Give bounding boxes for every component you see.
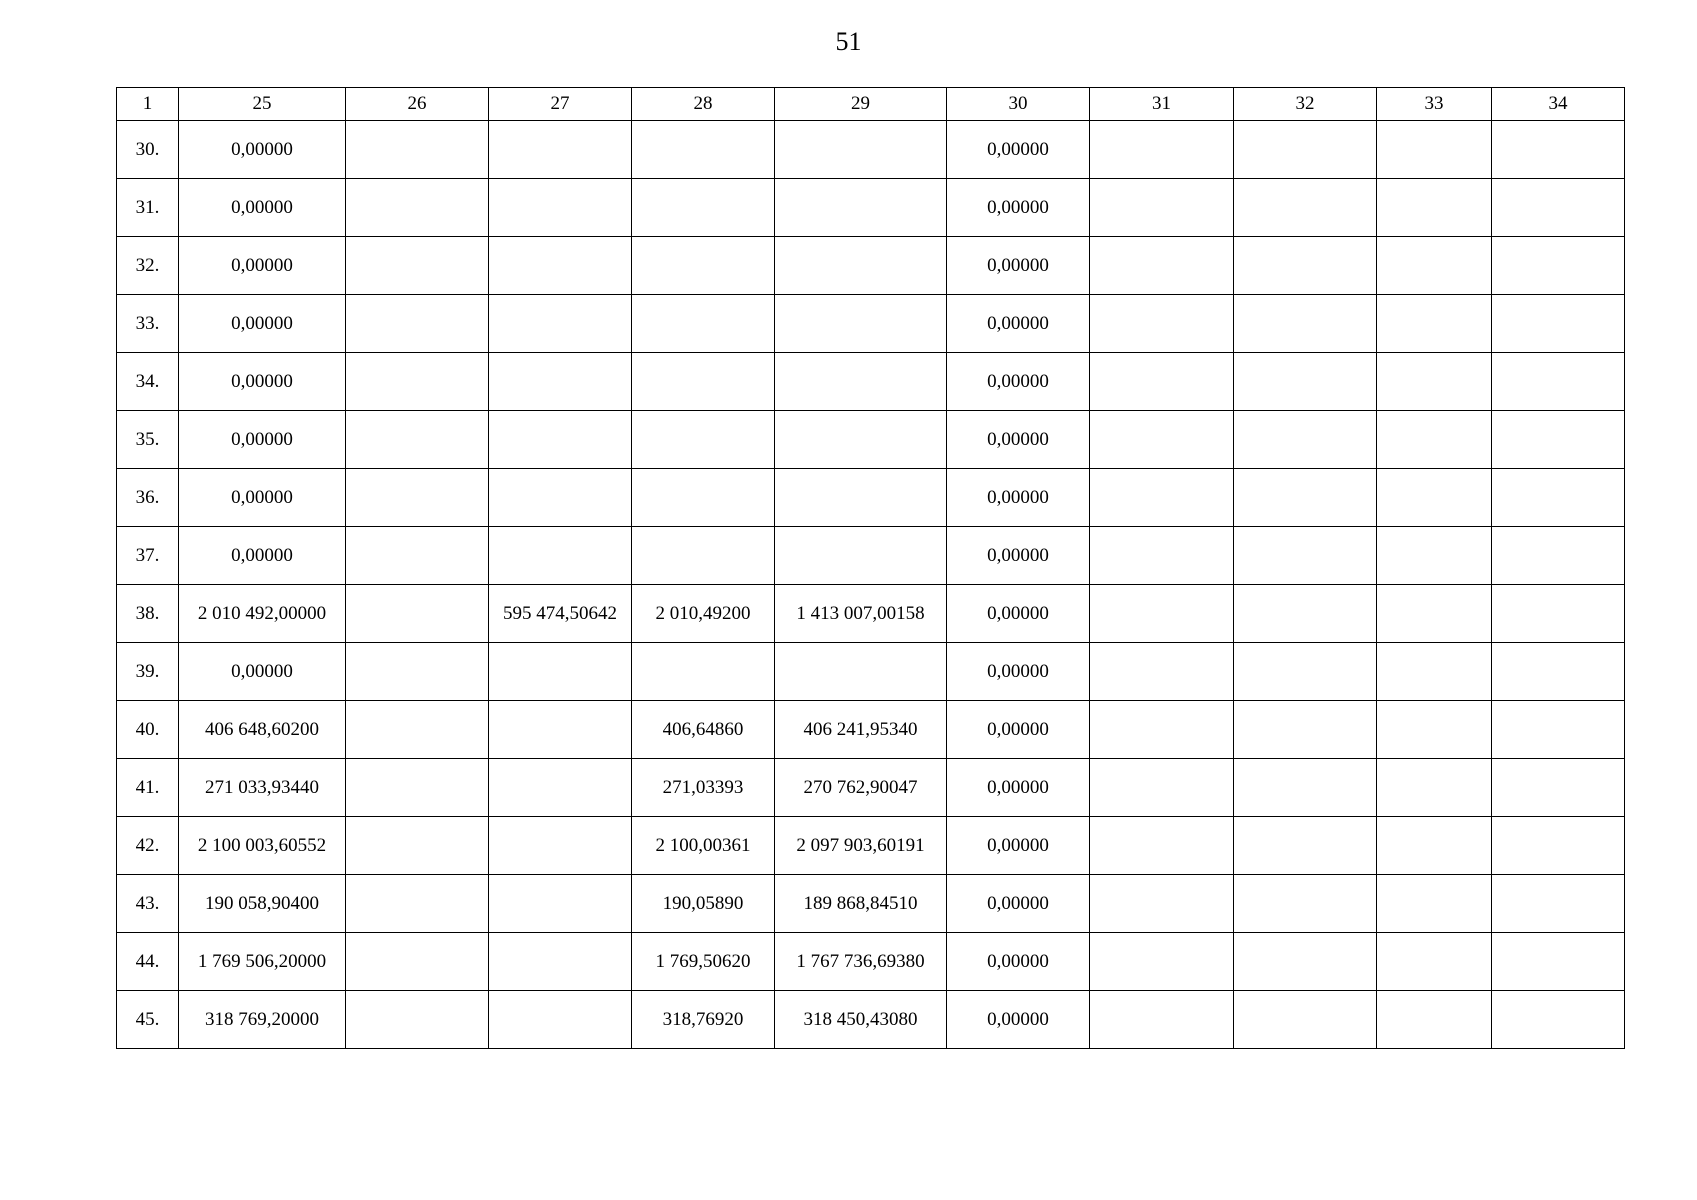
- column-header: 29: [775, 88, 947, 121]
- table-cell: [1377, 585, 1492, 643]
- table-cell: [632, 469, 775, 527]
- table-cell: [1234, 759, 1377, 817]
- table-row: [117, 991, 1625, 1049]
- column-header: 28: [632, 88, 775, 121]
- column-header: 1: [117, 88, 179, 121]
- table-cell: [1090, 527, 1234, 585]
- table-cell: 0,00000: [179, 179, 346, 237]
- table-cell: [1492, 121, 1625, 179]
- table-cell: [1234, 121, 1377, 179]
- table-cell: [1492, 469, 1625, 527]
- table-cell: 0,00000: [947, 643, 1090, 701]
- table-cell: [489, 759, 632, 817]
- table-cell: [1492, 701, 1625, 759]
- table-cell: [1377, 527, 1492, 585]
- table-cell: [1234, 701, 1377, 759]
- table-cell: [1090, 817, 1234, 875]
- table-cell: [1234, 237, 1377, 295]
- table-cell: [346, 701, 489, 759]
- row-number-cell: 45.: [117, 991, 179, 1049]
- table-cell: [1492, 817, 1625, 875]
- table-cell: 271,03393: [632, 759, 775, 817]
- table-cell: [1234, 643, 1377, 701]
- table-row: [117, 237, 1625, 295]
- table-cell: 190 058,90400: [179, 875, 346, 933]
- table-cell: [1377, 179, 1492, 237]
- table-cell: [1090, 585, 1234, 643]
- table-cell: 0,00000: [179, 295, 346, 353]
- table-cell: 0,00000: [179, 643, 346, 701]
- row-number-cell: 44.: [117, 933, 179, 991]
- table-cell: 0,00000: [179, 353, 346, 411]
- row-number-cell: 42.: [117, 817, 179, 875]
- table-cell: 2 100 003,60552: [179, 817, 346, 875]
- table-cell: 0,00000: [179, 527, 346, 585]
- table-cell: 1 769,50620: [632, 933, 775, 991]
- table-cell: 0,00000: [947, 991, 1090, 1049]
- table-cell: [489, 353, 632, 411]
- table-cell: 0,00000: [947, 179, 1090, 237]
- column-header: 32: [1234, 88, 1377, 121]
- table-cell: [632, 179, 775, 237]
- table-cell: [1090, 643, 1234, 701]
- table-cell: [632, 295, 775, 353]
- table-cell: [1492, 411, 1625, 469]
- table-cell: [1090, 121, 1234, 179]
- table-cell: [632, 121, 775, 179]
- row-number-cell: 30.: [117, 121, 179, 179]
- table-cell: 0,00000: [947, 411, 1090, 469]
- table-cell: [346, 817, 489, 875]
- table-cell: [775, 121, 947, 179]
- table-cell: [1377, 933, 1492, 991]
- table-cell: [1090, 353, 1234, 411]
- table-cell: [775, 527, 947, 585]
- table-cell: [489, 817, 632, 875]
- table-cell: [632, 353, 775, 411]
- table-cell: [1492, 991, 1625, 1049]
- table-row: [117, 643, 1625, 701]
- table-row: [117, 585, 1625, 643]
- row-number-cell: 31.: [117, 179, 179, 237]
- table-cell: 0,00000: [947, 527, 1090, 585]
- table-cell: [1377, 759, 1492, 817]
- table-cell: [1377, 875, 1492, 933]
- row-number-cell: 41.: [117, 759, 179, 817]
- table-cell: [1090, 759, 1234, 817]
- table-cell: 0,00000: [947, 237, 1090, 295]
- column-header: 33: [1377, 88, 1492, 121]
- table-cell: [1234, 295, 1377, 353]
- table-cell: 0,00000: [947, 817, 1090, 875]
- table-cell: [346, 411, 489, 469]
- table-row: [117, 295, 1625, 353]
- table-cell: 595 474,50642: [489, 585, 632, 643]
- table-cell: [632, 643, 775, 701]
- table-cell: 190,05890: [632, 875, 775, 933]
- table-cell: 2 010 492,00000: [179, 585, 346, 643]
- table-cell: [1377, 701, 1492, 759]
- column-header: 25: [179, 88, 346, 121]
- table-cell: [346, 875, 489, 933]
- table-cell: 0,00000: [947, 875, 1090, 933]
- table-cell: [1492, 179, 1625, 237]
- table-row: [117, 179, 1625, 237]
- table-cell: [1090, 875, 1234, 933]
- table-cell: [1234, 817, 1377, 875]
- table-row: [117, 353, 1625, 411]
- table-cell: [1234, 411, 1377, 469]
- row-number-cell: 43.: [117, 875, 179, 933]
- table-cell: [1377, 643, 1492, 701]
- table-cell: [1492, 643, 1625, 701]
- table-row: [117, 527, 1625, 585]
- table-cell: [1090, 991, 1234, 1049]
- table-cell: [346, 585, 489, 643]
- table-cell: [346, 353, 489, 411]
- table-cell: 0,00000: [179, 411, 346, 469]
- table-cell: [1234, 179, 1377, 237]
- table-cell: 2 097 903,60191: [775, 817, 947, 875]
- table-cell: 406 648,60200: [179, 701, 346, 759]
- table-body: [117, 88, 1625, 1049]
- table-row: [117, 469, 1625, 527]
- table-cell: [1234, 353, 1377, 411]
- table-cell: [489, 179, 632, 237]
- row-number-cell: 40.: [117, 701, 179, 759]
- table-cell: [1377, 469, 1492, 527]
- table-cell: [346, 643, 489, 701]
- table-cell: [1234, 991, 1377, 1049]
- table-cell: 1 769 506,20000: [179, 933, 346, 991]
- table-cell: [775, 411, 947, 469]
- page-number: 51: [835, 27, 862, 56]
- table-cell: [346, 527, 489, 585]
- table-cell: 318 450,43080: [775, 991, 947, 1049]
- table-cell: [1377, 991, 1492, 1049]
- table-row: [117, 817, 1625, 875]
- table-cell: 0,00000: [947, 353, 1090, 411]
- table-cell: [1492, 933, 1625, 991]
- table-cell: [632, 527, 775, 585]
- table-cell: [489, 469, 632, 527]
- table-cell: 318 769,20000: [179, 991, 346, 1049]
- table-cell: [1234, 527, 1377, 585]
- table-cell: 1 767 736,69380: [775, 933, 947, 991]
- table-cell: [1377, 121, 1492, 179]
- table-row: [117, 759, 1625, 817]
- table-cell: 189 868,84510: [775, 875, 947, 933]
- row-number-cell: 35.: [117, 411, 179, 469]
- table-cell: [1492, 585, 1625, 643]
- table-cell: [775, 237, 947, 295]
- table-cell: [1234, 469, 1377, 527]
- table-cell: [1234, 585, 1377, 643]
- table-row: [117, 411, 1625, 469]
- table-cell: [489, 933, 632, 991]
- table-cell: 0,00000: [179, 237, 346, 295]
- row-number-cell: 39.: [117, 643, 179, 701]
- column-header: 34: [1492, 88, 1625, 121]
- table-cell: [1492, 875, 1625, 933]
- table-cell: [489, 295, 632, 353]
- table-row: [117, 875, 1625, 933]
- table-cell: 406 241,95340: [775, 701, 947, 759]
- table-cell: [1090, 933, 1234, 991]
- table-cell: [346, 237, 489, 295]
- column-header: 26: [346, 88, 489, 121]
- table-cell: 406,64860: [632, 701, 775, 759]
- table-cell: [632, 237, 775, 295]
- table-cell: [1090, 701, 1234, 759]
- table-cell: [1090, 411, 1234, 469]
- table-row: [117, 933, 1625, 991]
- table-cell: [1492, 295, 1625, 353]
- table-cell: [1377, 353, 1492, 411]
- table-cell: [1492, 237, 1625, 295]
- table-cell: [1090, 179, 1234, 237]
- table-cell: [489, 121, 632, 179]
- table-cell: [346, 121, 489, 179]
- data-table: [116, 87, 1625, 1049]
- table-cell: [1090, 469, 1234, 527]
- table-cell: [1377, 411, 1492, 469]
- table-cell: [1377, 295, 1492, 353]
- header-row: [117, 88, 1625, 121]
- table-cell: [489, 643, 632, 701]
- table-cell: 2 010,49200: [632, 585, 775, 643]
- table-cell: 0,00000: [947, 469, 1090, 527]
- table-cell: [346, 469, 489, 527]
- table-cell: 0,00000: [947, 121, 1090, 179]
- table-cell: [489, 701, 632, 759]
- table-cell: 318,76920: [632, 991, 775, 1049]
- table-cell: [1377, 817, 1492, 875]
- table-cell: 270 762,90047: [775, 759, 947, 817]
- table-row: [117, 701, 1625, 759]
- table-cell: [489, 411, 632, 469]
- table-cell: 0,00000: [179, 121, 346, 179]
- table-row: [117, 121, 1625, 179]
- table-cell: 271 033,93440: [179, 759, 346, 817]
- row-number-cell: 36.: [117, 469, 179, 527]
- table-cell: [775, 469, 947, 527]
- table-cell: [1492, 353, 1625, 411]
- table-cell: 0,00000: [179, 469, 346, 527]
- table-cell: [1492, 759, 1625, 817]
- table-cell: [489, 875, 632, 933]
- column-header: 30: [947, 88, 1090, 121]
- column-header: 27: [489, 88, 632, 121]
- table-cell: 0,00000: [947, 295, 1090, 353]
- row-number-cell: 33.: [117, 295, 179, 353]
- table-cell: [489, 237, 632, 295]
- table-cell: 2 100,00361: [632, 817, 775, 875]
- row-number-cell: 32.: [117, 237, 179, 295]
- table-cell: 0,00000: [947, 759, 1090, 817]
- table-cell: [1234, 875, 1377, 933]
- table-cell: [775, 179, 947, 237]
- table-cell: [1090, 295, 1234, 353]
- table-cell: 1 413 007,00158: [775, 585, 947, 643]
- table-cell: [346, 991, 489, 1049]
- table-cell: [489, 991, 632, 1049]
- table-cell: 0,00000: [947, 933, 1090, 991]
- table-cell: [1234, 933, 1377, 991]
- table-cell: [1090, 237, 1234, 295]
- table-cell: [346, 933, 489, 991]
- table-cell: [775, 295, 947, 353]
- row-number-cell: 38.: [117, 585, 179, 643]
- row-number-cell: 34.: [117, 353, 179, 411]
- table-cell: [489, 527, 632, 585]
- table-cell: 0,00000: [947, 701, 1090, 759]
- table-cell: [775, 353, 947, 411]
- table-cell: [346, 179, 489, 237]
- table-cell: [632, 411, 775, 469]
- column-header: 31: [1090, 88, 1234, 121]
- table-cell: [1492, 527, 1625, 585]
- table-cell: [1377, 237, 1492, 295]
- table-cell: [346, 759, 489, 817]
- table-cell: [346, 295, 489, 353]
- row-number-cell: 37.: [117, 527, 179, 585]
- table-cell: [775, 643, 947, 701]
- table-cell: 0,00000: [947, 585, 1090, 643]
